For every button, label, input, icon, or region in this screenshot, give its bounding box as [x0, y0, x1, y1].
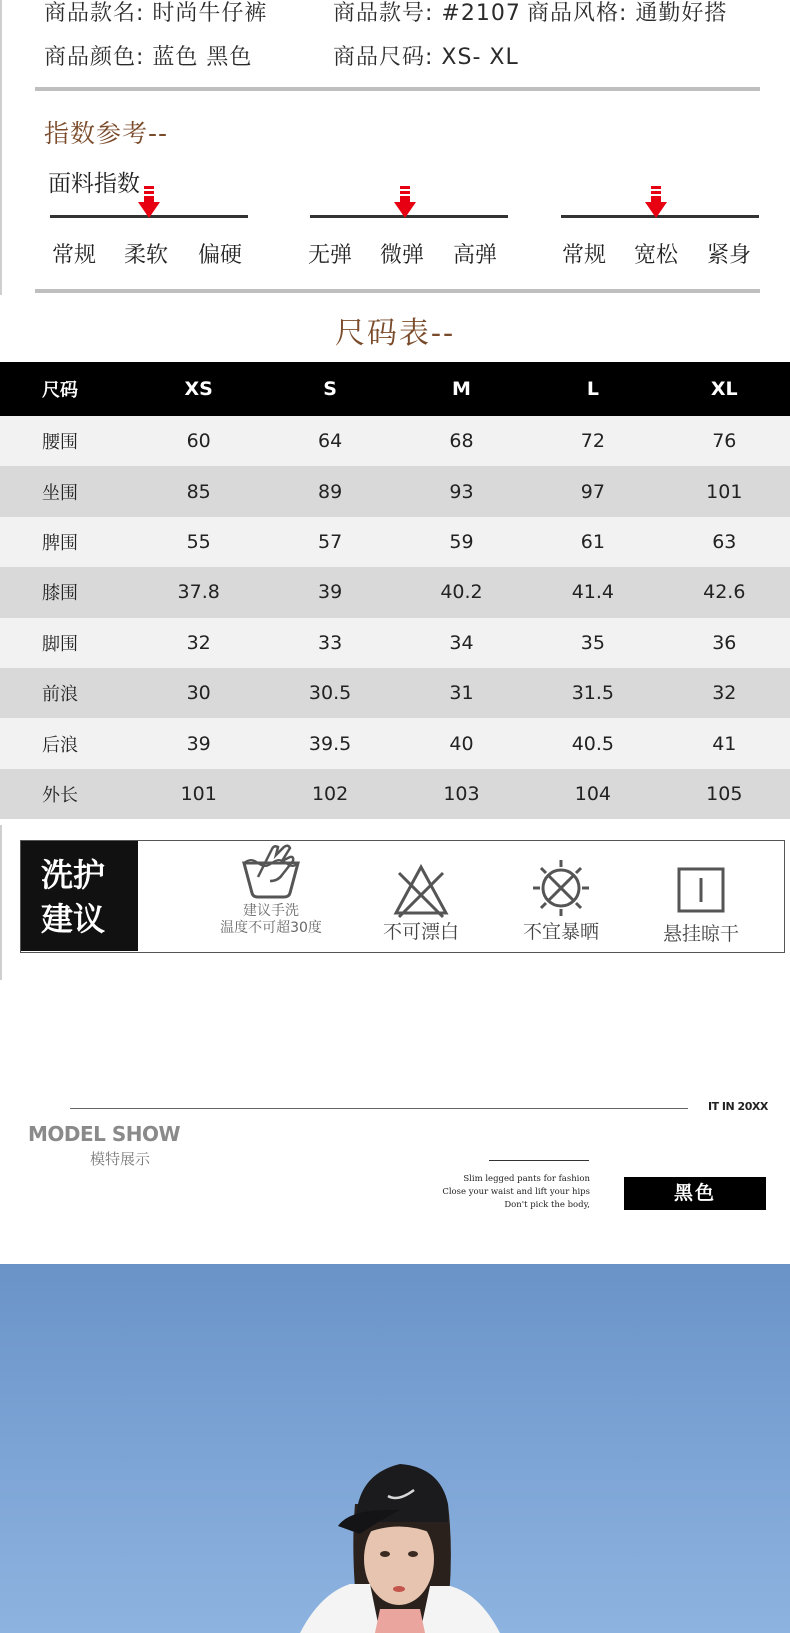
- measurement-value: 35: [527, 618, 658, 668]
- measurement-value: 61: [527, 517, 658, 567]
- measurement-value: 32: [659, 668, 790, 718]
- fabric-index-label: 面料指数: [48, 171, 140, 197]
- measurement-name: 脾围: [0, 517, 133, 567]
- care-label-line1: 洗护: [41, 856, 106, 894]
- product-color: 商品颜色: 蓝色 黑色: [44, 45, 253, 70]
- left-border-line: [0, 825, 2, 980]
- measurement-value: 72: [527, 416, 658, 466]
- measurement-value: 59: [396, 517, 527, 567]
- selected-arrow-icon: [138, 186, 160, 222]
- measurement-value: 64: [264, 416, 395, 466]
- selected-arrow-icon: [645, 186, 667, 222]
- tagline-line2: Close your waist and lift your hips: [442, 1187, 590, 1197]
- table-row: [0, 769, 790, 819]
- hand-wash-text-1: 建议手洗: [243, 903, 299, 919]
- no-sun-icon: [531, 858, 591, 918]
- model-photo: [0, 1264, 790, 1633]
- scale-option-slight-stretch: 微弹: [380, 243, 425, 268]
- care-item-no-sun: [491, 841, 631, 951]
- measurement-value: 60: [133, 416, 264, 466]
- measurement-value: 102: [264, 769, 395, 819]
- measurement-value: 89: [264, 466, 395, 516]
- measurement-name: 脚围: [0, 618, 133, 668]
- header-cell: XS: [133, 362, 264, 416]
- size-chart-title: 尺码表--: [334, 316, 456, 351]
- model-show-year: IT IN 20XX: [708, 1100, 768, 1113]
- measurement-value: 33: [264, 618, 395, 668]
- measurement-value: 68: [396, 416, 527, 466]
- scale-option-loose: 宽松: [634, 243, 679, 268]
- care-item-hang-dry: [631, 841, 771, 951]
- elasticity-scale: [310, 180, 508, 270]
- measurement-value: 39: [133, 718, 264, 768]
- measurement-value: 31.5: [527, 668, 658, 718]
- measurement-value: 76: [659, 416, 790, 466]
- color-badge: 黑色: [624, 1177, 766, 1210]
- measurement-value: 31: [396, 668, 527, 718]
- hand-wash-text-2: 温度不可超30度: [220, 920, 322, 936]
- scale-option-tight: 紧身: [707, 243, 752, 268]
- measurement-value: 42.6: [659, 567, 790, 617]
- model-photo-illustration: [0, 1264, 790, 1633]
- measurement-value: 41: [659, 718, 790, 768]
- measurement-name: 前浪: [0, 668, 133, 718]
- header-cell: S: [264, 362, 395, 416]
- hand-wash-icon: [236, 841, 306, 903]
- table-row: [0, 517, 790, 567]
- measurement-value: 36: [659, 618, 790, 668]
- divider-top: [35, 87, 760, 91]
- measurement-value: 103: [396, 769, 527, 819]
- measurement-value: 97: [527, 466, 658, 516]
- measurement-value: 55: [133, 517, 264, 567]
- measurement-name: 腰围: [0, 416, 133, 466]
- measurement-value: 101: [659, 466, 790, 516]
- size-chart-header: [0, 362, 790, 416]
- measurement-name: 后浪: [0, 718, 133, 768]
- measurement-value: 40.2: [396, 567, 527, 617]
- model-show-title: MODEL SHOW: [28, 1122, 181, 1146]
- measurement-value: 41.4: [527, 567, 658, 617]
- scale-option-no-stretch: 无弹: [308, 243, 353, 268]
- care-item-hand-wash: [191, 841, 351, 951]
- measurement-name: 外长: [0, 769, 133, 819]
- scale-option-high-stretch: 高弹: [453, 243, 498, 268]
- model-show-divider: [70, 1108, 688, 1109]
- scale-option-soft: 柔软: [124, 243, 169, 268]
- table-row: [0, 466, 790, 516]
- care-instructions: [20, 840, 785, 953]
- table-row: [0, 718, 790, 768]
- index-reference-title: 指数参考--: [44, 119, 169, 148]
- tagline-divider: [489, 1160, 589, 1161]
- no-sun-text: 不宜暴晒: [522, 921, 599, 943]
- measurement-value: 63: [659, 517, 790, 567]
- table-row: [0, 567, 790, 617]
- measurement-value: 85: [133, 466, 264, 516]
- measurement-name: 膝围: [0, 567, 133, 617]
- measurement-value: 39.5: [264, 718, 395, 768]
- header-cell: L: [527, 362, 658, 416]
- softness-scale: [50, 180, 248, 270]
- table-row: [0, 416, 790, 466]
- product-name: 商品款名: 时尚牛仔裤: [44, 1, 268, 26]
- fit-scale: [561, 180, 759, 270]
- care-label-line2: 建议: [41, 900, 106, 938]
- left-border-line: [0, 0, 2, 295]
- care-label: [21, 841, 138, 951]
- scale-option-regular: 常规: [562, 243, 607, 268]
- tagline-line3: Don't pick the body,: [504, 1200, 590, 1210]
- header-cell: XL: [659, 362, 790, 416]
- hang-dry-icon: [676, 866, 726, 916]
- size-chart-table: [0, 362, 790, 819]
- measurement-value: 39: [264, 567, 395, 617]
- product-size-range: 商品尺码: XS- XL: [333, 45, 519, 70]
- measurement-name: 坐围: [0, 466, 133, 516]
- no-bleach-icon: [391, 863, 451, 923]
- selected-arrow-icon: [394, 186, 416, 222]
- model-show-subtitle: 模特展示: [90, 1150, 151, 1168]
- header-cell: M: [396, 362, 527, 416]
- scale-option-hard: 偏硬: [198, 243, 243, 268]
- measurement-value: 30: [133, 668, 264, 718]
- measurement-value: 37.8: [133, 567, 264, 617]
- divider-bottom: [35, 289, 760, 293]
- measurement-value: 30.5: [264, 668, 395, 718]
- measurement-value: 40.5: [527, 718, 658, 768]
- measurement-value: 40: [396, 718, 527, 768]
- product-style: 商品风格: 通勤好搭: [527, 1, 728, 26]
- header-cell: 尺码: [0, 362, 133, 416]
- measurement-value: 101: [133, 769, 264, 819]
- measurement-value: 57: [264, 517, 395, 567]
- product-code: 商品款号: #2107: [333, 1, 521, 26]
- tagline-line1: Slim legged pants for fashion: [463, 1174, 590, 1184]
- table-row: [0, 618, 790, 668]
- measurement-value: 32: [133, 618, 264, 668]
- hang-dry-text: 悬挂晾干: [662, 923, 739, 945]
- measurement-value: 34: [396, 618, 527, 668]
- measurement-value: 105: [659, 769, 790, 819]
- table-row: [0, 668, 790, 718]
- care-item-no-bleach: [351, 841, 491, 951]
- scale-option-regular: 常规: [52, 243, 97, 268]
- measurement-value: 93: [396, 466, 527, 516]
- measurement-value: 104: [527, 769, 658, 819]
- no-bleach-text: 不可漂白: [382, 921, 459, 943]
